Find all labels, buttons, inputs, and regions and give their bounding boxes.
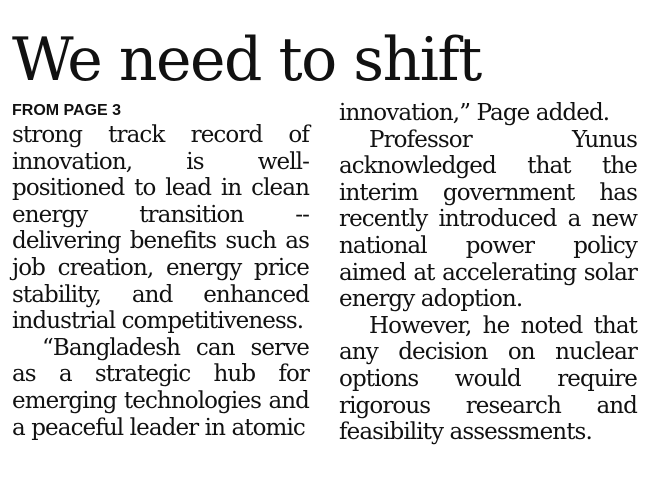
body-paragraph-3: innovation,” Page added. [339,100,610,126]
right-column [339,100,637,446]
body-paragraph-4: Professor Yunus acknowledged that the interim government has recently introduced a new national power policy aimed at accelerating solar energy adoption. [339,126,637,313]
left-column [12,100,309,441]
article-headline: We need to shift [12,25,481,95]
jump-kicker: FROM PAGE 3 [12,102,122,119]
body-paragraph-5: However, he noted that any decision on nuclear options would require rigorous research and feasibility assessments. [339,312,637,446]
body-paragraph-1: strong track record of innovation, is well-positioned to lead in clean energy transition -- delivering benefits such as job creation, energy price stability, and enhanced industrial competitiveness. [12,122,309,335]
body-paragraph-2: “Bangladesh can serve as a strategic hub for emerging technologies and a peaceful leader in atomic [12,334,309,441]
